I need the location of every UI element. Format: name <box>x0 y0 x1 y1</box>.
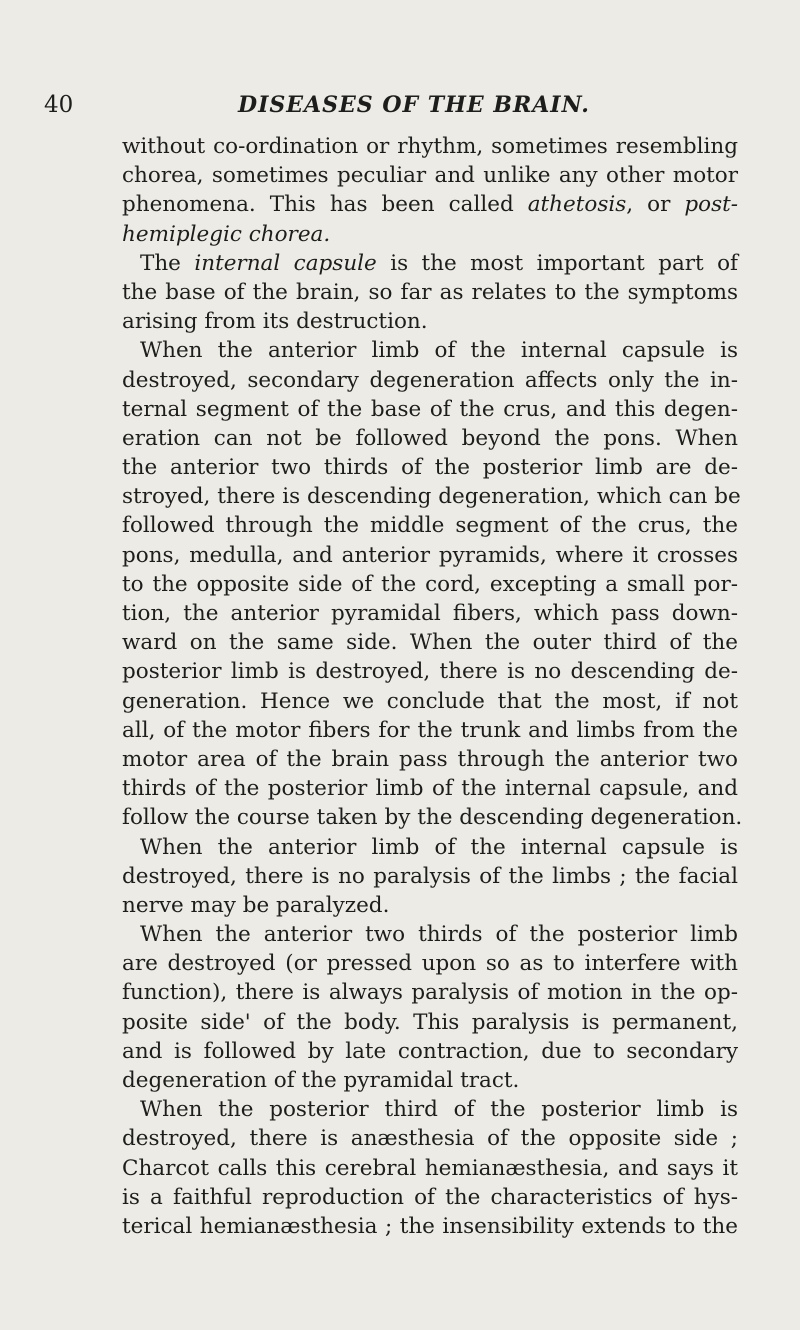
text-run: The <box>140 250 195 276</box>
text-line: stroyed, there is descending degeneration, which can be <box>122 484 741 510</box>
text-line: When the anterior limb of the internal capsule is <box>140 834 738 860</box>
text-line: eration can not be followed beyond the pons. When <box>122 425 738 451</box>
text-line: posterior limb is destroyed, there is no descending de- <box>122 659 738 685</box>
text-line: are destroyed (or pressed upon so as to interfere with <box>122 951 738 977</box>
text-line: the base of the brain, so far as relates to the symptoms <box>122 279 738 305</box>
text-line: without co-ordination or rhythm, sometimes resembling <box>122 134 738 159</box>
text-run: is the most important part of <box>376 250 739 276</box>
text-line: chorea, sometimes peculiar and unlike any other motor <box>122 163 738 189</box>
page-number: 40 <box>44 92 74 118</box>
italic-term-hemiplegic-chorea: hemiplegic chorea. <box>122 221 331 247</box>
text-line: the anterior two thirds of the posterior limb are de- <box>122 455 738 481</box>
text-line: pons, medulla, and anterior pyramids, where it crosses <box>122 542 738 568</box>
text-line: ternal segment of the base of the crus, and this degen- <box>122 396 738 422</box>
text-line: thirds of the posterior limb of the internal capsule, and <box>122 776 738 802</box>
text-line: follow the course taken by the descending degeneration. <box>122 805 743 831</box>
text-line: nerve may be paralyzed. <box>122 892 390 918</box>
text-line: arising from its destruction. <box>122 309 428 335</box>
text-line: generation. Hence we conclude that the most, if not <box>122 688 738 714</box>
text-line: When the anterior two thirds of the posterior limb <box>140 922 738 948</box>
text-line: posite side' of the body. This paralysis is permanent, <box>122 1009 738 1035</box>
text-line: motor area of the brain pass through the anterior two <box>122 746 738 772</box>
text-line: tion, the anterior pyramidal fibers, which pass down- <box>122 601 738 626</box>
text-line: ward on the same side. When the outer third of the <box>122 630 738 656</box>
page-header <box>44 90 744 120</box>
text-run: phenomena. This has been called <box>122 192 528 218</box>
italic-term-internal-capsule: internal capsule <box>194 250 377 276</box>
italic-term-post: post- <box>684 192 739 218</box>
text-line: When the posterior third of the posterior limb is <box>140 1097 738 1123</box>
text-line <box>122 249 738 278</box>
text-line: to the opposite side of the cord, excepting a small por- <box>122 571 738 597</box>
text-line: and is followed by late contraction, due to secondary <box>122 1038 738 1064</box>
italic-term-athetosis: athetosis <box>527 192 627 218</box>
text-line: all, of the motor fibers for the trunk and limbs from the <box>122 717 738 743</box>
running-title: DISEASES OF THE BRAIN. <box>238 92 590 118</box>
text-line: function), there is always paralysis of motion in the op- <box>122 980 738 1006</box>
text-line: destroyed, secondary degeneration affects only the in- <box>122 367 738 393</box>
body-text <box>122 132 743 1241</box>
text-line: Charcot calls this cerebral hemianæsthesia, and says it <box>122 1155 738 1181</box>
text-line: destroyed, there is no paralysis of the limbs ; the facial <box>122 863 738 889</box>
text-run: , or <box>626 192 685 218</box>
text-line: is a faithful reproduction of the characteristics of hys- <box>122 1184 738 1210</box>
text-line: degeneration of the pyramidal tract. <box>122 1068 520 1093</box>
text-line: followed through the middle segment of the crus, the <box>122 513 738 539</box>
text-line: terical hemianæsthesia ; the insensibility extends to the <box>122 1213 738 1239</box>
text-line: destroyed, there is anæsthesia of the opposite side ; <box>122 1126 738 1152</box>
text-line <box>122 190 738 219</box>
text-line: When the anterior limb of the internal capsule is <box>140 338 738 364</box>
